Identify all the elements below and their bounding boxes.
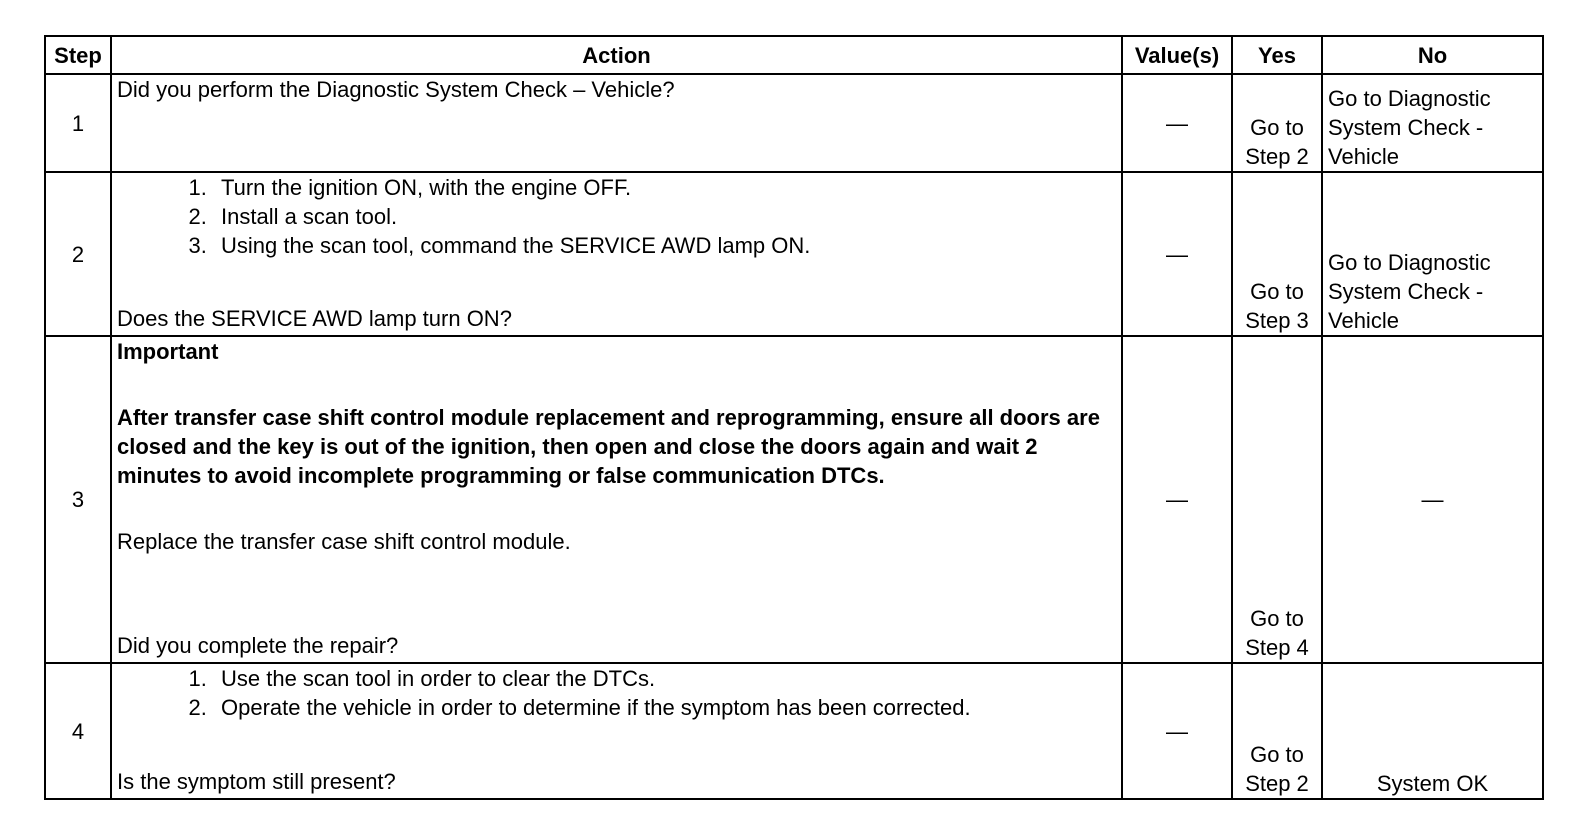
yes-line: Step 3 [1245,308,1309,333]
list-item: 2. Operate the vehicle in order to determine if the symptom has been corrected. [213,693,1116,722]
yes-line: Go to [1250,115,1304,140]
yes-line: Step 4 [1245,635,1309,660]
list-item: 2. Install a scan tool. [213,202,1116,231]
action-cell [111,663,1122,799]
value-cell: — [1122,74,1232,172]
no-cell: System OK [1322,663,1543,799]
yes-cell [1232,74,1322,172]
action-list [117,173,1116,260]
table-row [45,663,1543,799]
action-question: Does the SERVICE AWD lamp turn ON? [117,306,512,331]
header-action: Action [111,36,1122,74]
action-cell [111,74,1122,172]
step-number: 3 [45,336,111,663]
action-question: Is the symptom still present? [117,769,396,794]
no-line: Go to Diagnostic [1328,250,1491,275]
no-cell [1322,172,1543,336]
value-cell: — [1122,172,1232,336]
important-text: After transfer case shift control module replacement and reprogramming, ensure all doors are closed and the key is out of the ignition, then open and close the doors again and wait 2 minutes to avoid incomplete programming or false communication DTCs. [117,405,1100,488]
table-row [45,172,1543,336]
list-item: 1. Use the scan tool in order to clear the DTCs. [213,664,1116,693]
no-line: System Check - [1328,115,1484,140]
no-line: Vehicle [1328,144,1399,169]
header-values: Value(s) [1122,36,1232,74]
value-cell: — [1122,336,1232,663]
action-question: Did you perform the Diagnostic System Check – Vehicle? [117,77,675,102]
yes-line: Go to [1250,742,1304,767]
action-instruction: Replace the transfer case shift control module. [117,529,571,554]
no-cell: — [1322,336,1543,663]
yes-line: Go to [1250,279,1304,304]
yes-cell [1232,663,1322,799]
action-list [117,664,1116,722]
step-number: 1 [45,74,111,172]
no-cell [1322,74,1543,172]
table-row [45,336,1543,663]
no-line: Go to Diagnostic [1328,86,1491,111]
header-row [45,36,1543,74]
diagnostic-table [44,35,1544,800]
action-cell [111,336,1122,663]
table-row [45,74,1543,172]
list-item: 3. Using the scan tool, command the SERVICE AWD lamp ON. [213,231,1116,260]
yes-cell [1232,172,1322,336]
no-line: System Check - [1328,279,1484,304]
header-yes: Yes [1232,36,1322,74]
step-number: 4 [45,663,111,799]
action-cell [111,172,1122,336]
step-number: 2 [45,172,111,336]
no-line: Vehicle [1328,308,1399,333]
value-cell: — [1122,663,1232,799]
important-title: Important [117,339,219,364]
yes-line: Step 2 [1245,771,1309,796]
yes-line: Go to [1250,606,1304,631]
header-step: Step [45,36,111,74]
yes-line: Step 2 [1245,144,1309,169]
yes-cell [1232,336,1322,663]
action-question: Did you complete the repair? [117,633,399,658]
header-no: No [1322,36,1543,74]
list-item: 1. Turn the ignition ON, with the engine OFF. [213,173,1116,202]
